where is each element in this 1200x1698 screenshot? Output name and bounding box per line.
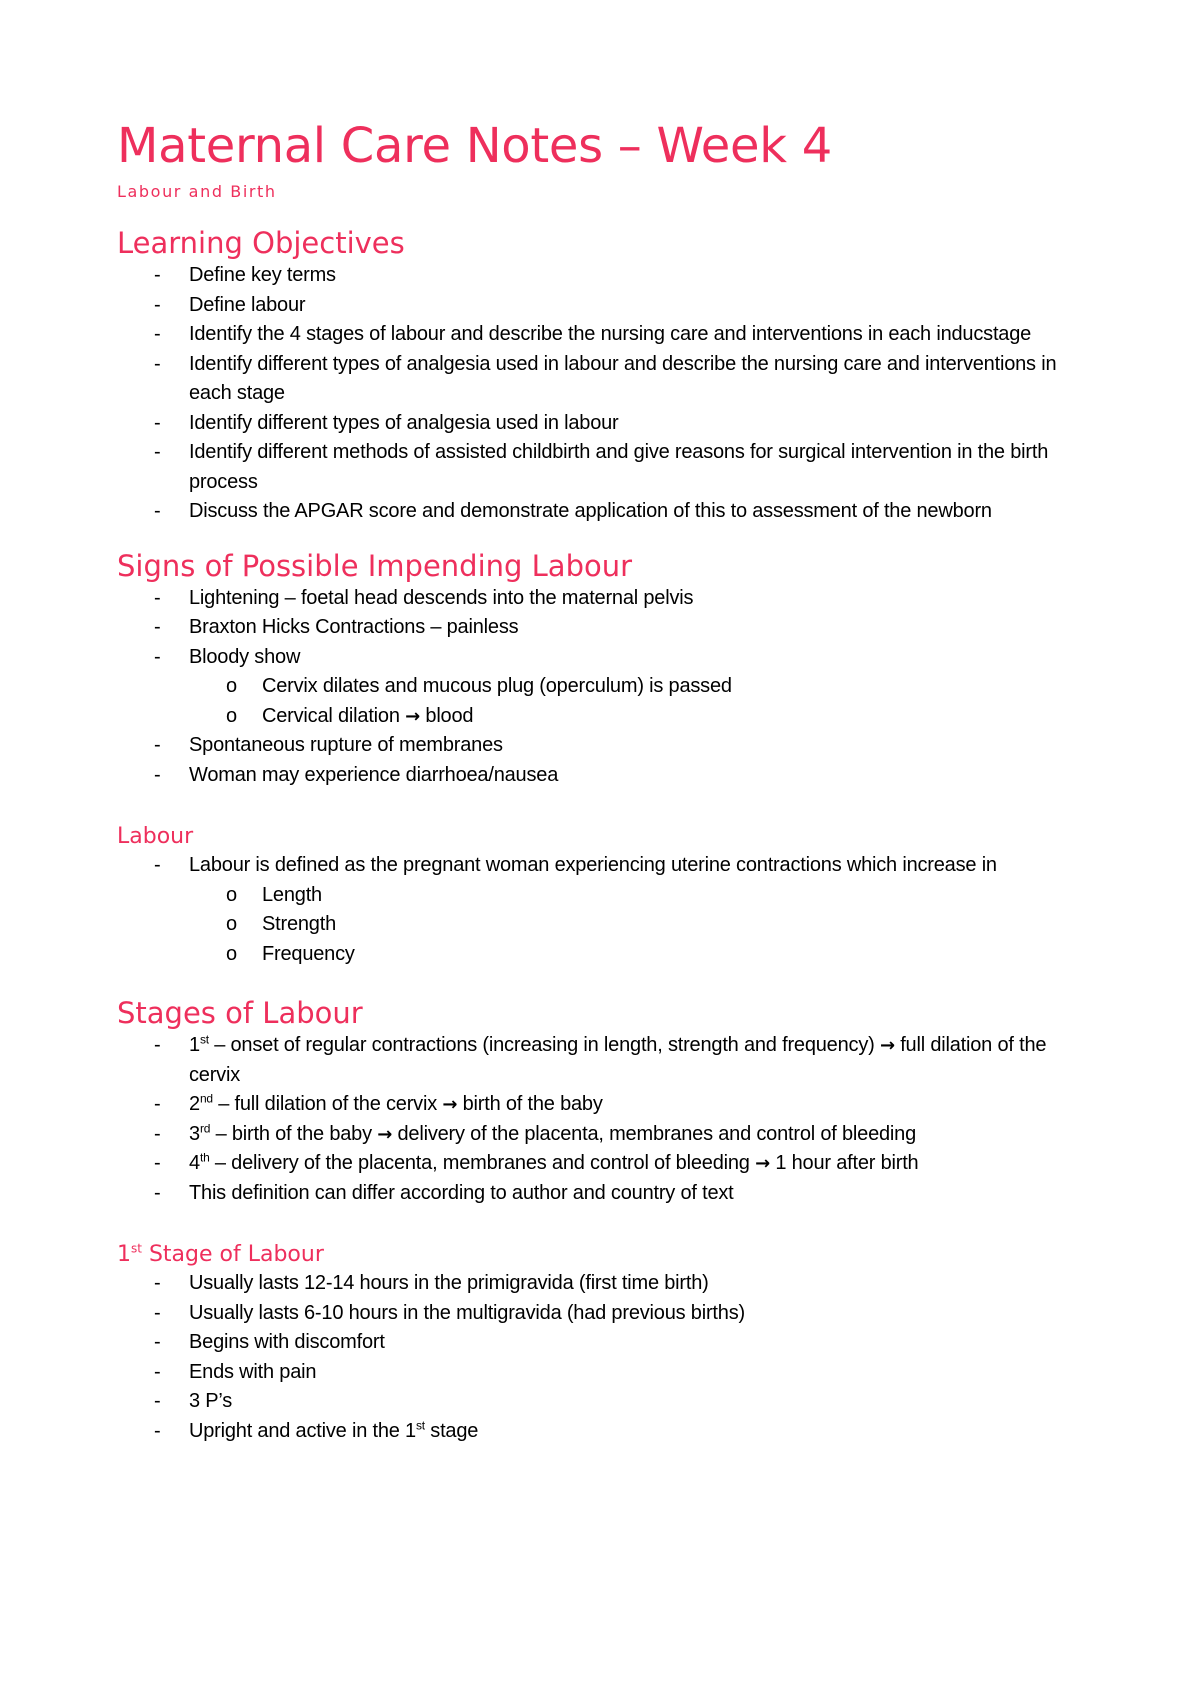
list-item: - Usually lasts 12-14 hours in the primigravida (first time birth) (117, 1269, 1100, 1299)
dash-bullet: - (154, 264, 161, 286)
list-item: - This definition can differ according to author and country of text (117, 1179, 1100, 1209)
list-item: - Woman may experience diarrhoea/nausea (117, 761, 1100, 791)
list-item: - 2nd – full dilation of the cervix → birth of the baby (117, 1090, 1100, 1120)
list-item: - Discuss the APGAR score and demonstrate application of this to assessment of the newborn (117, 497, 1100, 527)
heading-labour: Labour (117, 824, 194, 849)
list-item: - 3rd – birth of the baby → delivery of the placenta, membranes and control of bleeding (117, 1120, 1100, 1150)
dash-bullet: - (154, 1419, 161, 1442)
dash-bullet: - (154, 441, 161, 463)
list-item: - 3 P’s (117, 1387, 1100, 1417)
circle-bullet: o (226, 675, 237, 697)
dash-bullet: - (154, 734, 161, 756)
list-item: - Identify the 4 stages of labour and describe the nursing care and interventions in each inducstage (117, 320, 1100, 350)
right-arrow-icon: → (442, 1094, 458, 1115)
sub-list-item: o Frequency (117, 940, 1100, 970)
dash-bullet: - (154, 500, 161, 522)
circle-bullet: o (226, 942, 237, 965)
list-item: - Bloody show (117, 643, 1100, 673)
list-item: - Spontaneous rupture of membranes (117, 731, 1100, 761)
dash-bullet: - (154, 1331, 161, 1353)
circle-bullet: o (226, 913, 237, 935)
stages-list (117, 1031, 1100, 1208)
right-arrow-icon: → (405, 705, 421, 727)
dash-bullet: - (154, 616, 161, 638)
list-item: - Identify different methods of assisted childbirth and give reasons for surgical intervention in the birth process (117, 438, 1100, 497)
right-arrow-icon: → (377, 1123, 393, 1145)
heading-stages-of-labour: Stages of Labour (117, 996, 363, 1030)
dash-bullet: - (154, 1034, 161, 1056)
circle-bullet: o (226, 883, 237, 906)
list-item: - Labour is defined as the pregnant woman experiencing uterine contractions which increase in (117, 851, 1100, 881)
list-item: - 1st – onset of regular contractions (increasing in length, strength and frequency) → full dilation of the cervix (154, 1032, 1047, 1086)
bloody-show-sublist (117, 672, 1100, 731)
list-item: - Lightening – foetal head descends into the maternal pelvis (117, 584, 1100, 614)
objectives-list (117, 261, 1100, 527)
dash-bullet: - (154, 1272, 161, 1294)
dash-bullet: - (154, 1390, 161, 1412)
heading-first-stage-of-labour: 1st Stage of Labour (117, 1241, 324, 1267)
list-item: - Ends with pain (117, 1358, 1100, 1388)
circle-bullet: o (226, 704, 237, 727)
dash-bullet: - (154, 1301, 161, 1324)
list-item: - Define labour (117, 291, 1100, 321)
first-stage-list (117, 1269, 1100, 1446)
heading-signs-impending-labour: Signs of Possible Impending Labour (117, 548, 633, 583)
right-arrow-icon: → (755, 1153, 770, 1174)
heading-learning-objectives: Learning Objectives (117, 226, 405, 260)
dash-bullet: - (154, 1152, 161, 1174)
dash-bullet: - (154, 586, 161, 609)
dash-bullet: - (154, 293, 161, 316)
sub-list-item: o Cervix dilates and mucous plug (operculum) is passed (117, 672, 1100, 702)
list-item: - Define key terms (117, 261, 1100, 291)
dash-bullet: - (154, 1181, 161, 1204)
document-subtitle: Labour and Birth (117, 182, 277, 201)
dash-bullet: - (154, 1093, 161, 1115)
sub-list-item: o Strength (117, 910, 1100, 940)
dash-bullet: - (154, 411, 161, 434)
dash-bullet: - (154, 352, 161, 375)
signs-list-continued (117, 731, 1100, 790)
right-arrow-icon: → (879, 1035, 895, 1056)
dash-bullet: - (154, 854, 161, 876)
dash-bullet: - (154, 323, 161, 345)
labour-list (117, 851, 1100, 881)
dash-bullet: - (154, 763, 161, 786)
dash-bullet: - (154, 1122, 161, 1145)
list-item: - Identify different types of analgesia used in labour and describe the nursing care and interventions in each stage (117, 350, 1100, 409)
labour-sublist (117, 881, 1100, 970)
sub-list-item: o Length (117, 881, 1100, 911)
list-item: - Upright and active in the 1st stage (117, 1417, 1100, 1447)
list-item: - Identify different types of analgesia used in labour (117, 409, 1100, 439)
list-item: - Begins with discomfort (117, 1328, 1100, 1358)
sub-list-item: o Cervical dilation → blood (117, 702, 1100, 732)
dash-bullet: - (154, 1360, 161, 1383)
list-item: - 4th – delivery of the placenta, membranes and control of bleeding → 1 hour after birth (117, 1149, 1100, 1179)
list-item: - Braxton Hicks Contractions – painless (117, 613, 1100, 643)
document-title: Maternal Care Notes – Week 4 (117, 118, 832, 174)
dash-bullet: - (154, 645, 161, 668)
signs-list (117, 584, 1100, 673)
list-item: - Usually lasts 6-10 hours in the multigravida (had previous births) (117, 1299, 1100, 1329)
